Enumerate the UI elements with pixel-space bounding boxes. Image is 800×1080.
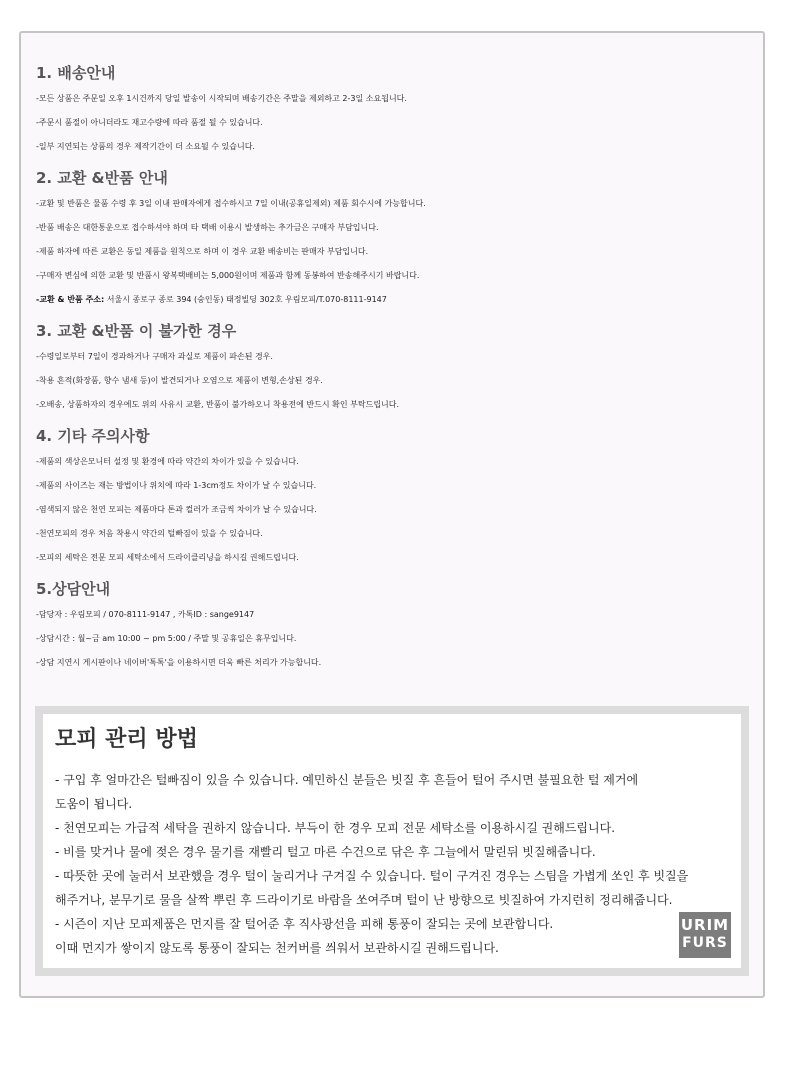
fur-care-box [35,706,749,976]
notice-line: -구매자 변심에 의한 교환 및 반품시 왕복택배비는 5,000원이며 제품과 함께 동봉하여 반송해주시기 바랍니다. [36,271,420,280]
fur-care-panel [43,714,741,968]
notice-line: -천연모피의 경우 처음 착용시 약간의 털빠짐이 있을 수 있습니다. [36,529,263,538]
notice-line: -일부 지연되는 상품의 경우 제작기간이 더 소요될 수 있습니다. [36,142,255,151]
section-other-notes [36,426,756,570]
notice-line: -상담 지연시 게시판이나 네이버'톡톡'을 이용하시면 더욱 빠른 처리가 가능합니다. [36,658,322,667]
return-address-label: -교환 & 반품 주소: [36,295,105,304]
section-title: 4. 기타 주의사항 [36,427,150,445]
logo-line-1: URIM [680,916,730,934]
care-line: - 구입 후 얼마간은 털빠짐이 있을 수 있습니다. 예민하신 분들은 빗질 후 흔들어 털어 주시면 불필요한 털 제거에 [55,773,639,787]
notice-line: -염색되지 않은 천연 모피는 제품마다 톤과 컬러가 조금씩 차이가 날 수 있습니다. [36,505,317,514]
section-title: 1. 배송안내 [36,64,116,82]
section-exchange-return [36,168,756,312]
logo-line-2: FURS [682,935,728,951]
section-title: 3. 교환 &반품 이 불가한 경우 [36,322,237,340]
urim-furs-logo [679,912,731,958]
notice-line: -담당자 : 우림모피 / 070-8111-9147 , 카톡ID : sange9147 [36,610,255,619]
section-shipping [36,63,756,159]
return-address-value: 서울시 종로구 종로 394 (숭인동) 태정빌딩 302호 우림모피/T.070-8111-9147 [104,295,387,304]
notice-line: -제품의 색상은모니터 설정 및 환경에 따라 약간의 차이가 있을 수 있습니다. [36,457,299,466]
notice-box [19,31,765,998]
notice-line: -주문시 품절이 아니더라도 재고수량에 따라 품절 될 수 있습니다. [36,118,263,127]
notice-line: -오배송, 상품하자의 경우에도 위의 사유시 교환, 반품이 불가하오니 착용전에 반드시 확인 부탁드립니다. [36,400,400,409]
care-line: - 비를 맞거나 물에 젖은 경우 물기를 재빨리 털고 마른 수건으로 닦은 후 그늘에서 말린뒤 빗질해줍니다. [55,845,596,859]
notice-line: -제품 하자에 따른 교환은 동일 제품을 원칙으로 하며 이 경우 교환 배송비는 판매자 부담입니다. [36,247,369,256]
care-line: - 천연모피는 가급적 세탁을 권하지 않습니다. 부득이 한 경우 모피 전문 세탁소를 이용하시길 권해드립니다. [55,821,616,835]
notice-line: -모피의 세탁은 전문 모피 세탁소에서 드라이클리닝을 하시길 권해드립니다. [36,553,299,562]
notice-line: -수령일로부터 7일이 경과하거나 구매자 과실로 제품이 파손된 경우. [36,352,273,361]
section-consultation [36,579,756,675]
notice-line: -착용 흔적(화장품, 향수 냄새 등)이 발견되거나 오염으로 제품이 변형,손상된 경우. [36,376,323,385]
care-line: - 시즌이 지난 모피제품은 먼지를 잘 털어준 후 직사광선을 피해 통풍이 잘되는 곳에 보관합니다. [55,917,554,931]
care-line: - 따뜻한 곳에 눌러서 보관했을 경우 털이 눌리거나 구겨질 수 있습니다. 털이 구겨진 경우는 스팀을 가볍게 쏘인 후 빗질을 [55,869,689,883]
notice-line: -상담시간 : 월~금 am 10:00 ~ pm 5:00 / 주말 및 공휴일은 휴무입니다. [36,634,297,643]
return-address-line [36,288,756,312]
section-return-restrictions [36,321,756,417]
care-line: 도움이 됩니다. [55,797,133,811]
care-line: 이때 먼지가 쌓이지 않도록 통풍이 잘되는 천커버를 씌워서 보관하시길 권해드립니다. [55,941,499,955]
section-title: 5.상담안내 [36,580,111,598]
notice-line: -모든 상품은 주문일 오후 1시건까지 당일 발송이 시작되며 배송기간은 주말을 제외하고 2-3일 소요됩니다. [36,94,407,103]
care-line: 해주거나, 분무기로 물을 살짝 뿌린 후 드라이기로 바람을 쏘여주며 털이 난 방향으로 빗질하여 가지런히 정리해줍니다. [55,893,673,907]
notice-line: -제품의 사이즈는 재는 방법이나 위치에 따라 1-3cm정도 차이가 날 수 있습니다. [36,481,317,490]
notice-line: -반품 배송은 대한통운으로 접수하셔야 하며 타 택배 이용시 발생하는 추가금은 구매자 부담입니다. [36,223,379,232]
section-title: 2. 교환 &반품 안내 [36,169,168,187]
fur-care-title: 모피 관리 방법 [55,727,198,752]
notice-sections [36,63,756,684]
notice-line: -교환 및 반품은 물품 수령 후 3일 이내 판매자에게 접수하시고 7일 이내(공휴일제외) 제품 회수시에 가능합니다. [36,199,426,208]
